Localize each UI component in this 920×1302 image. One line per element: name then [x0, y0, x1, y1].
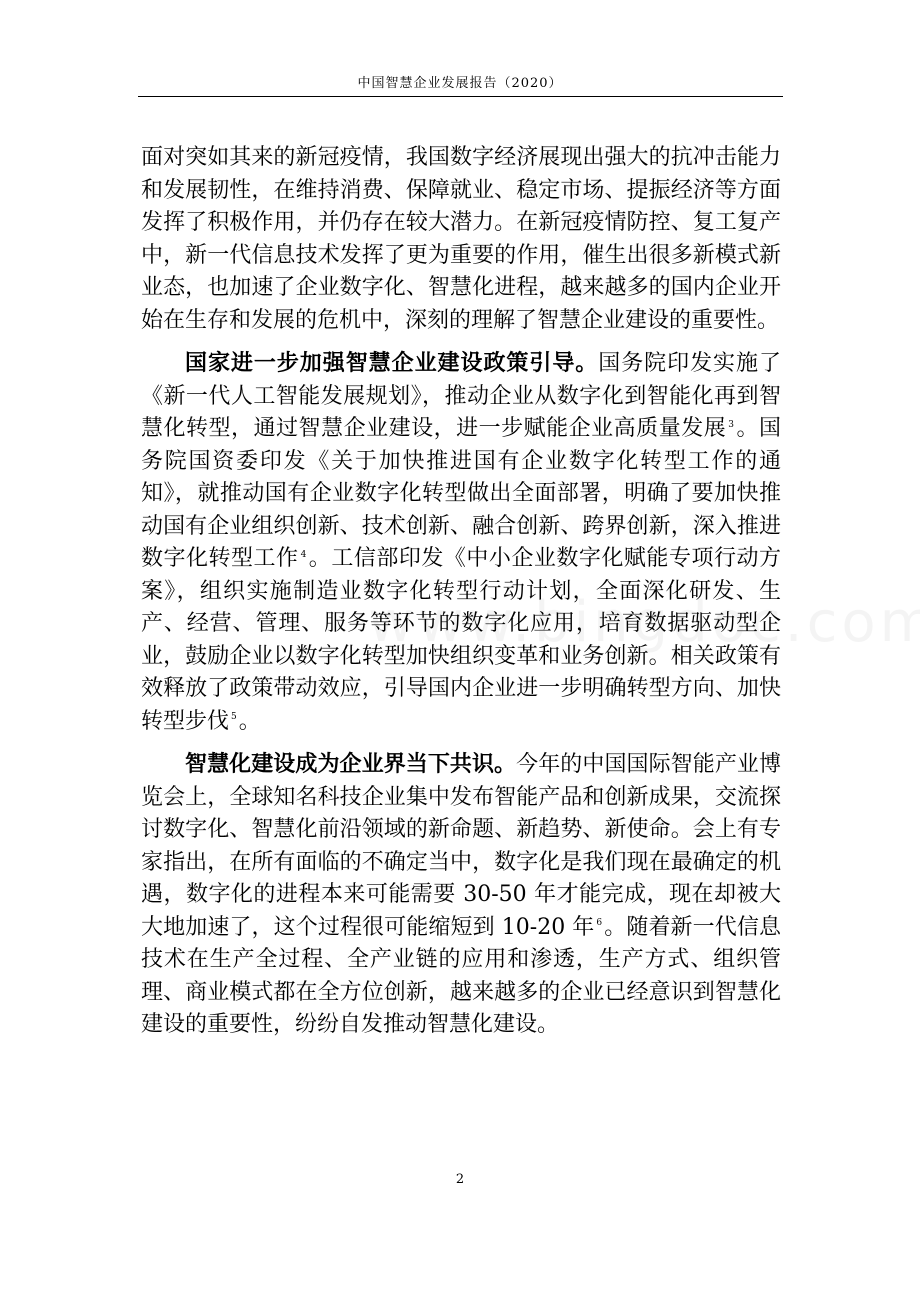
- footnote-ref[interactable]: 6: [596, 918, 603, 929]
- running-header: [0, 76, 920, 92]
- report-title: 中国智慧企业发展报告（2020）: [357, 76, 563, 91]
- footnote-ref[interactable]: 5: [231, 712, 237, 723]
- paragraph-policy-guidance: [141, 347, 781, 738]
- footnote-ref[interactable]: 3: [728, 419, 734, 430]
- footnote-ref[interactable]: 4: [300, 549, 307, 560]
- page-number: 2: [455, 1172, 465, 1187]
- body-text: [141, 142, 781, 1052]
- paragraph-text: 。随着新一代信息技术在生产全过程、全产业链的应用和渗透，生产方式、组织管理、商业模式都在全方位创新，越来越多的企业已经意识到智慧化建设的重要性，纷纷自发推动智慧化建设。: [141, 914, 781, 1037]
- paragraph-text: 今年的中国国际智能产业博览会上，全球知名科技企业集中发布智能产品和创新成果，交流探讨数字化、智慧化前沿领域的新命题、新趋势、新使命。会上有专家指出，在所有面临的不确定当中，数字化是我们现在最确定的机遇，数字化的进程本来可能需要 30-50 年才能完成，现在却被大大地加速了，这个过程很可能缩短到 10-20 年: [141, 752, 781, 940]
- paragraph-text: 面对突如其来的新冠疫情，我国数字经济展现出强大的抗冲击能力和发展韧性，在维持消费、保障就业、稳定市场、提振经济等方面发挥了积极作用，并仍存在较大潜力。在新冠疫情防控、复工复产中，新一代信息技术发挥了更为重要的作用，催生出很多新模式新业态，也加速了企业数字化、智慧化进程，越来越多的国内企业开始在生存和发展的危机中，深刻的理解了智慧企业建设的重要性。: [141, 145, 781, 333]
- paragraph-industry-consensus: [141, 748, 781, 1042]
- paragraph-covid-impact: [141, 142, 781, 337]
- paragraph-lead-heading: 国家进一步加强智慧企业建设政策引导。: [185, 350, 599, 376]
- paragraph-text: 。: [238, 708, 261, 734]
- paragraph-lead-heading: 智慧化建设成为企业界当下共识。: [185, 751, 517, 777]
- paragraph-text: 。国务院国资委印发《关于加快推进国有企业数字化转型工作的通知》，就推动国有企业数字化转型做出全面部署，明确了要加快推动国有企业组织创新、技术创新、融合创新、跨界创新，深入推进数字化转型工作: [141, 416, 781, 571]
- paragraph-text: 。工信部印发《中小企业数字化赋能专项行动方案》，组织实施制造业数字化转型行动计划，全面深化研发、生产、经营、管理、服务等环节的数字化应用，培育数据驱动型企业，鼓励企业以数字化转型加快组织变革和业务创新。相关政策有效释放了政策带动效应，引导国内企业进一步明确转型方向、加快转型步伐: [141, 546, 781, 734]
- header-rule: [138, 96, 783, 97]
- paragraph-text: 国务院印发实施了《新一代人工智能发展规划》，推动企业从数字化到智能化再到智慧化转型，通过智慧企业建设，进一步赋能企业高质量发展: [141, 351, 781, 441]
